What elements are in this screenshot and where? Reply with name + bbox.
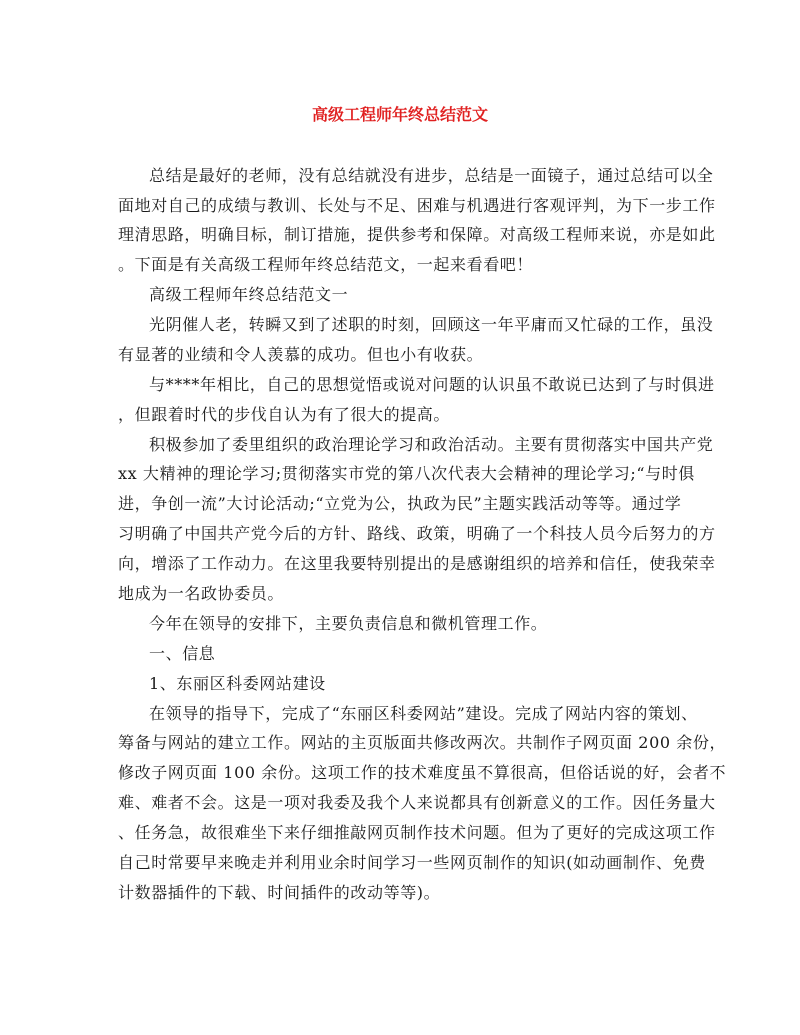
paragraph-line: 进，争创一流”大讨论活动;“立党为公，执政为民”主题实践活动等等。通过学 xyxy=(118,494,682,513)
section-heading: 一、信息 xyxy=(149,644,216,663)
paragraph-line: 自己时常要早来晚走并利用业余时间学习一些网页制作的知识(如动画制作、免费 xyxy=(118,853,706,872)
paragraph-line: 习明确了中国共产党今后的方针、路线、政策，明确了一个科技人员今后努力的方 xyxy=(118,524,716,543)
paragraph-line: 与****年相比，自己的思想觉悟或说对问题的认识虽不敢说已达到了与时俱进 xyxy=(149,375,715,394)
paragraph-line: 地成为一名政协委员。 xyxy=(118,584,285,603)
paragraph-line: 理清思路，明确目标，制订措施，提供参考和保障。对高级工程师来说，亦是如此 xyxy=(118,225,716,244)
paragraph-line: 修改子网页面 100 余份。这项工作的技术难度虽不算很高，但俗话说的好，会者不 xyxy=(118,763,727,782)
paragraph-line: 面地对自己的成绩与教训、长处与不足、困难与机遇进行客观评判，为下一步工作 xyxy=(118,196,716,215)
paragraph-line: 难、难者不会。这是一项对我委及我个人来说都具有创新意义的工作。因任务量大 xyxy=(118,793,716,812)
paragraph-line: 有显著的业绩和令人羡慕的成功。但也小有收获。 xyxy=(118,345,484,364)
document-title: 高级工程师年终总结范文 xyxy=(311,105,488,124)
paragraph-line: 总结是最好的老师，没有总结就没有进步，总结是一面镜子，通过总结可以全 xyxy=(149,166,714,185)
subsection-heading: 1、东丽区科委网站建设 xyxy=(149,674,326,693)
paragraph-line: 计数器插件的下载、时间插件的改动等等)。 xyxy=(118,883,441,902)
paragraph-line: xx 大精神的理论学习;贯彻落实市党的第八次代表大会精神的理论学习;“与时俱 xyxy=(118,464,695,483)
paragraph-line: 、任务急，故很难坐下来仔细推敲网页制作技术问题。但为了更好的完成这项工作 xyxy=(118,823,716,842)
paragraph-line: 今年在领导的安排下，主要负责信息和微机管理工作。 xyxy=(149,614,548,633)
paragraph-line: 。下面是有关高级工程师年终总结范文，一起来看看吧！ xyxy=(118,255,534,274)
section-heading: 高级工程师年终总结范文一 xyxy=(149,285,349,304)
paragraph-line: 向，增添了工作动力。在这里我要特别提出的是感谢组织的培养和信任，使我荣幸 xyxy=(118,554,716,573)
paragraph-line: 光阴催人老，转瞬又到了述职的时刻，回顾这一年平庸而又忙碌的工作，虽没 xyxy=(149,315,714,334)
paragraph-line: 筹备与网站的建立工作。网站的主页版面共修改两次。共制作子网页面 200 余份， xyxy=(118,733,727,752)
paragraph-line: 在领导的指导下，完成了“东丽区科委网站”建设。完成了网站内容的策划、 xyxy=(149,704,698,723)
paragraph-line: ，但跟着时代的步伐自认为有了很大的提高。 xyxy=(118,405,451,424)
paragraph-line: 积极参加了委里组织的政治理论学习和政治活动。主要有贯彻落实中国共产党 xyxy=(149,435,714,454)
